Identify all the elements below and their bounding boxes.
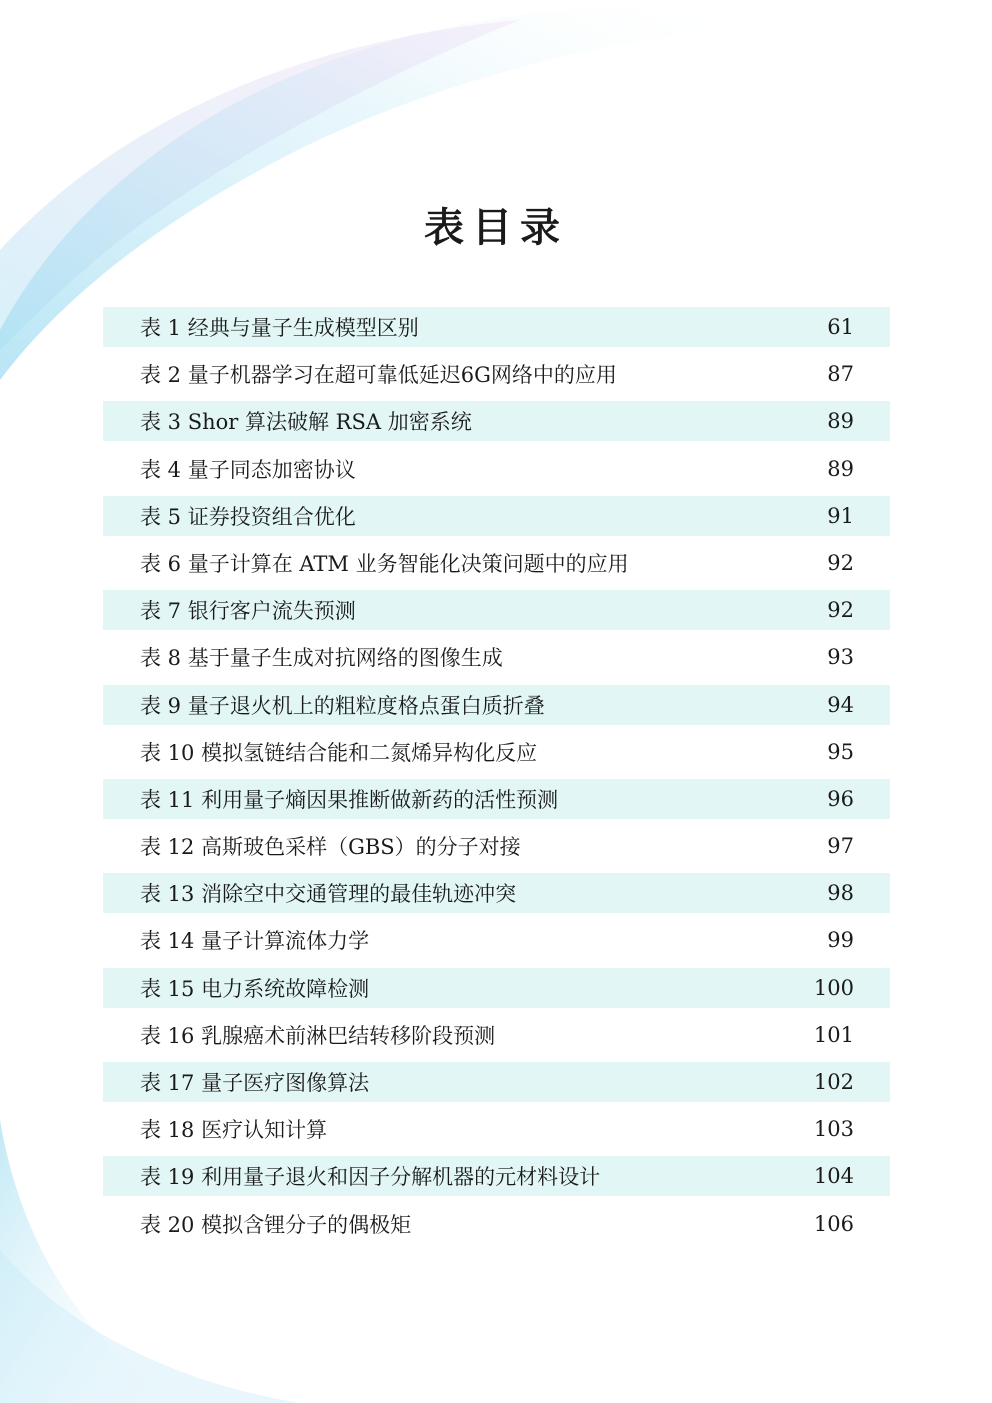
toc-row[interactable] (103, 826, 890, 866)
toc-title: 表 12 高斯玻色采样（GBS）的分子对接 (140, 835, 521, 860)
toc-page-number: 91 (827, 503, 854, 528)
toc-title: 表 19 利用量子退火和因子分解机器的元材料设计 (140, 1165, 601, 1190)
toc-title: 表 9 量子退火机上的粗粒度格点蛋白质折叠 (140, 693, 545, 718)
toc-row[interactable] (103, 685, 890, 725)
toc-row[interactable] (103, 401, 890, 441)
toc-row[interactable] (103, 590, 890, 630)
toc-title: 表 11 利用量子熵因果推断做新药的活性预测 (140, 787, 559, 812)
toc-title: 表 1 经典与量子生成模型区别 (140, 316, 419, 340)
toc-title: 表 16 乳腺癌术前淋巴结转移阶段预测 (140, 1023, 496, 1048)
toc-row[interactable] (103, 1015, 890, 1055)
toc-page-number: 102 (813, 1070, 854, 1094)
toc-title: 表 4 量子同态加密协议 (140, 457, 356, 482)
toc-page-number: 89 (827, 409, 854, 434)
toc-row[interactable] (103, 1109, 890, 1149)
toc-page-number: 97 (827, 834, 854, 859)
page-title: 表目录 (424, 204, 568, 251)
toc-title: 表 13 消除空中交通管理的最佳轨迹冲突 (140, 882, 517, 907)
toc-row[interactable] (103, 449, 890, 489)
toc-page-number: 95 (827, 739, 854, 764)
table-of-contents (103, 307, 890, 1251)
toc-page-number: 104 (813, 1164, 854, 1189)
toc-page-number: 94 (827, 692, 854, 717)
toc-title: 表 3 Shor 算法破解 RSA 加密系统 (140, 410, 472, 435)
toc-title: 表 7 银行客户流失预测 (140, 599, 356, 624)
toc-page-number: 92 (827, 598, 854, 623)
toc-page-number: 93 (827, 645, 854, 670)
toc-row[interactable] (103, 637, 890, 677)
toc-row[interactable] (103, 732, 890, 772)
toc-title: 表 20 模拟含锂分子的偶极矩 (140, 1212, 412, 1237)
toc-page-number: 89 (827, 456, 854, 481)
toc-page-number: 100 (813, 975, 854, 1000)
toc-title: 表 14 量子计算流体力学 (140, 929, 370, 954)
toc-page-number: 101 (813, 1022, 854, 1047)
toc-title: 表 6 量子计算在 ATM 业务智能化决策问题中的应用 (140, 551, 629, 576)
toc-row[interactable] (103, 496, 890, 536)
toc-row[interactable] (103, 354, 890, 394)
toc-page-number: 106 (813, 1211, 854, 1236)
toc-row[interactable] (103, 1204, 890, 1244)
toc-page-number: 61 (827, 315, 854, 339)
toc-page-number: 99 (827, 928, 854, 953)
toc-row[interactable] (103, 779, 890, 819)
toc-title: 表 10 模拟氢链结合能和二氮烯异构化反应 (140, 740, 538, 765)
toc-title: 表 8 基于量子生成对抗网络的图像生成 (140, 646, 503, 671)
toc-page-number: 103 (813, 1117, 854, 1142)
toc-row[interactable] (103, 873, 890, 913)
toc-row[interactable] (103, 920, 890, 960)
toc-row[interactable] (103, 1156, 890, 1196)
toc-title: 表 2 量子机器学习在超可靠低延迟6G网络中的应用 (140, 363, 617, 388)
toc-row[interactable] (103, 307, 890, 347)
toc-row[interactable] (103, 968, 890, 1008)
toc-title: 表 18 医疗认知计算 (140, 1118, 328, 1143)
toc-title: 表 17 量子医疗图像算法 (140, 1071, 370, 1095)
toc-title: 表 5 证券投资组合优化 (140, 504, 356, 529)
toc-page-number: 98 (827, 881, 854, 906)
toc-page-number: 87 (827, 362, 854, 387)
toc-title: 表 15 电力系统故障检测 (140, 976, 370, 1001)
toc-page-number: 96 (827, 786, 854, 811)
toc-row[interactable] (103, 1062, 890, 1102)
toc-page-number: 92 (827, 550, 854, 575)
toc-row[interactable] (103, 543, 890, 583)
